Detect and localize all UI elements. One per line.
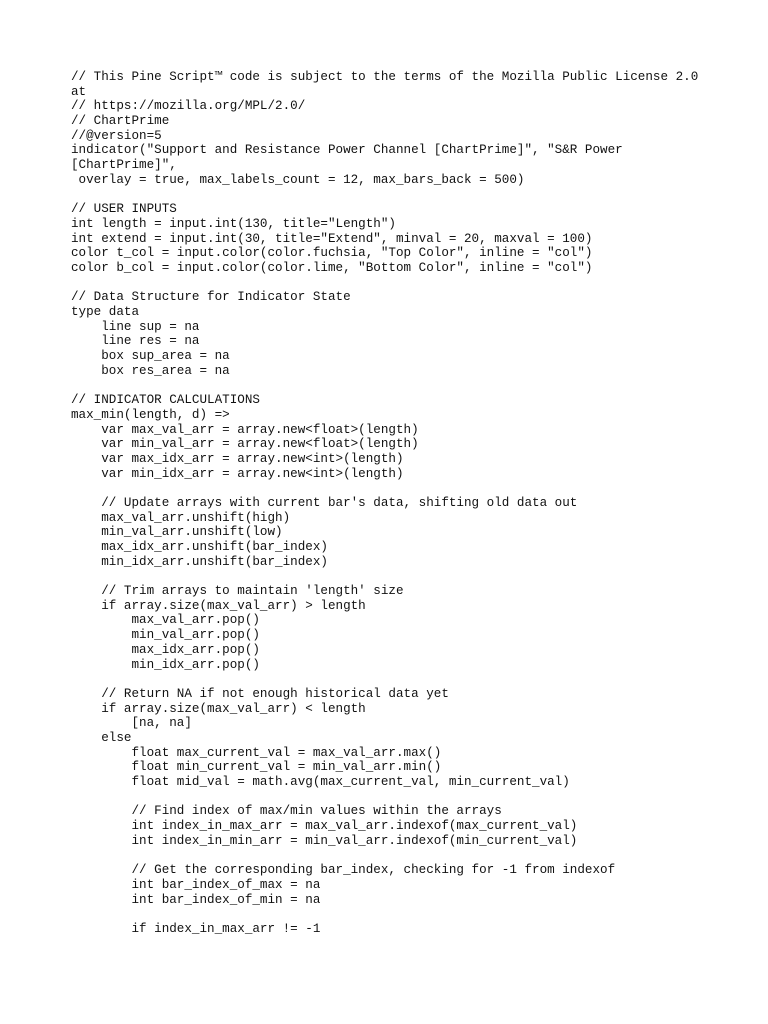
code-line: var max_val_arr = array.new<float>(length) [71,422,419,437]
code-line [71,188,731,203]
code-line: max_val_arr.unshift(high) [71,510,291,525]
code-line [71,907,731,922]
code-line: else [71,730,132,745]
code-line: int index_in_min_arr = min_val_arr.indexof(min_current_val) [71,833,578,848]
code-line: int extend = input.int(30, title="Extend", minval = 20, maxval = 100) [71,231,593,246]
code-line: max_idx_arr.pop() [71,642,260,657]
code-line: float min_current_val = min_val_arr.min() [71,760,442,775]
code-line [71,569,731,584]
code-line: var max_idx_arr = array.new<int>(length) [71,451,404,466]
code-line: // Update arrays with current bar's data, shifting old data out [71,495,578,510]
code-line: // Return NA if not enough historical data yet [71,686,449,701]
code-line [71,790,731,805]
code-line: overlay = true, max_labels_count = 12, max_bars_back = 500) [71,172,525,187]
code-line: if array.size(max_val_arr) > length [71,598,366,613]
code-line: box res_area = na [71,363,230,378]
code-line: max_idx_arr.unshift(bar_index) [71,540,328,554]
code-line: max_val_arr.pop() [71,613,260,628]
code-line: //@version=5 [71,128,162,143]
code-line: min_val_arr.pop() [71,628,260,643]
code-line: // INDICATOR CALCULATIONS [71,393,260,408]
code-line: // Data Structure for Indicator State [71,290,351,305]
code-line: // Find index of max/min values within the arrays [71,804,502,819]
code-line: color t_col = input.color(color.fuchsia, "Top Color", inline = "col") [71,246,593,261]
code-line: // USER INPUTS [71,202,177,217]
code-line: int index_in_max_arr = max_val_arr.indexof(max_current_val) [71,819,578,834]
code-line [71,481,731,496]
code-line: // ChartPrime [71,114,170,129]
code-line: var min_val_arr = array.new<float>(length) [71,437,419,452]
code-line: if index_in_max_arr != -1 [71,921,321,936]
code-line: // This Pine Script™ code is subject to the terms of the Mozilla Public License 2.0 [71,70,699,84]
code-line: int bar_index_of_max = na [71,877,321,892]
code-line: box sup_area = na [71,349,230,364]
code-line: min_val_arr.unshift(low) [71,525,283,540]
code-line: int bar_index_of_min = na [71,892,321,907]
code-line: // Trim arrays to maintain 'length' size [71,584,404,599]
code-line: if array.size(max_val_arr) < length [71,701,366,716]
code-line [71,378,731,393]
code-document [71,70,731,937]
code-line: min_idx_arr.unshift(bar_index) [71,554,328,569]
code-line [71,672,731,687]
code-line: var min_idx_arr = array.new<int>(length) [71,466,404,481]
code-line [71,276,731,291]
code-line: float mid_val = math.avg(max_current_val, min_current_val) [71,775,570,789]
code-line: type data [71,305,140,319]
code-line: float max_current_val = max_val_arr.max() [71,745,442,760]
code-line: // Get the corresponding bar_index, checking for -1 from indexof [71,863,616,878]
code-line: max_min(length, d) => [71,407,230,422]
code-line: at [71,84,87,99]
code-line: int length = input.int(130, title="Length") [71,216,396,231]
code-line: min_idx_arr.pop() [71,657,260,672]
code-line: line res = na [71,334,200,349]
code-line: indicator("Support and Resistance Power Channel [ChartPrime]", "S&R Power [71,143,623,158]
code-line: [ChartPrime]", [71,158,177,173]
code-line: color b_col = input.color(color.lime, "Bottom Color", inline = "col") [71,260,593,275]
code-line: // https://mozilla.org/MPL/2.0/ [71,99,306,114]
code-line: line sup = na [71,319,200,334]
code-line: [na, na] [71,716,192,731]
code-line [71,848,731,863]
